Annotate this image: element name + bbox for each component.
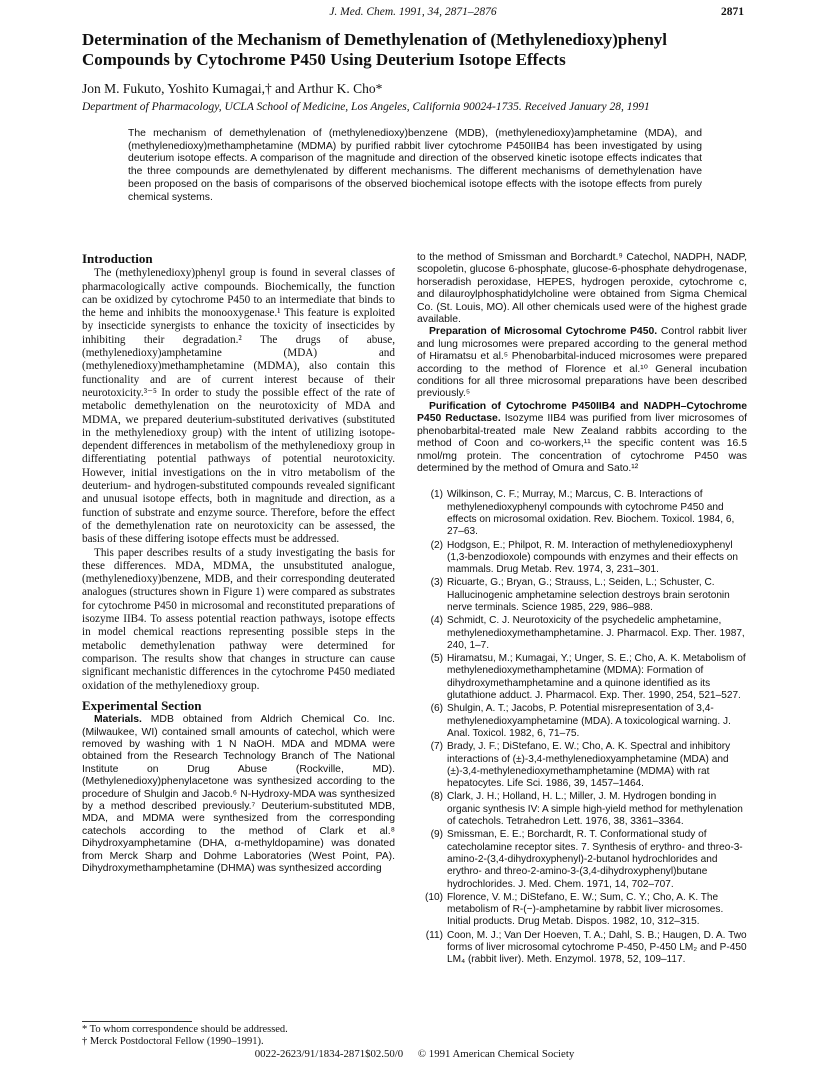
intro-paragraph-1: The (methylenedioxy)phenyl group is found in several classes of pharmacologically active compounds. Biochemically, the function can be oxidized by cytochrome P450 to an intermediate that binds to the heme and inhibits the monooxygenase.¹ This feature is exploited by insecticide synergists to enhance the toxicity of insecticides by inhibiting their degradation.² The drugs of abuse, (methylenedioxy)amphetamine (MDA) and (methylenedioxy)methamphetamine (MDMA), also contain this functionality and are of current interest because of their neurotoxicity.³⁻⁵ In order to study the possible effect of the rate of metabolic demethylenation on the neurotoxicity of MDA and MDMA, we prepared deuterium-substituted derivatives (substituted in the methylenedioxy group) with the intent of utilizing isotope-dependent differences in metabolism of the methylenedioxy group in differentiating potential pathways of potential neurotoxicity. However, initial investigations on the in vitro metabolism of the deuterium- and hydrogen-substituted compounds revealed significant and unusual isotope effects, both in magnitude and direction, as a function of substrate and enzyme source. Therefore, before the effect of the demethylenation rate on neurotoxicity can be assessed, the basis of these differing isotope effects must be addressed. — [82, 267, 395, 546]
microsome-prep-label: Preparation of Microsomal Cytochrome P450. — [429, 326, 658, 338]
reference-list — [417, 489, 747, 966]
microsome-prep-paragraph — [417, 326, 747, 400]
reference-number: (8) — [430, 791, 443, 803]
materials-label: Materials. — [94, 714, 142, 726]
reference-item — [417, 930, 747, 967]
reference-text: Wilkinson, C. F.; Murray, M.; Marcus, C. B. Interactions of methylenedioxyphenyl compounds with cytochrome P450 and effects on microsomal oxidation. Rev. Biochem. Toxicol. 1984, 6, 27–63. — [447, 489, 735, 538]
introduction-heading: Introduction — [82, 251, 153, 266]
affiliation: Department of Pharmacology, UCLA School of Medicine, Los Angeles, California 90024-1735. Received January 28, 1991 — [82, 101, 650, 113]
footnotes — [82, 1024, 395, 1049]
purification-paragraph — [417, 401, 747, 475]
page-number: 2871 — [721, 6, 744, 18]
copyright: © 1991 American Chemical Society — [417, 1048, 575, 1060]
running-head — [82, 6, 744, 22]
reference-number: (3) — [430, 577, 443, 589]
author-list: Jon M. Fukuto, Yoshito Kumagai,† and Arthur K. Cho* — [82, 81, 383, 96]
reference-item — [417, 540, 747, 577]
reference-text: Smissman, E. E.; Borchardt, R. T. Conformational study of catecholamine receptor sites. 7. Synthesis of erythro- and threo-3-amino-2-(3,4-dihydroxyphenyl)-2-butanol hydrochlorides and erythro- and threo-2-amino-3-(3,4-dihydroxyphenyl)butane hydrochlorides. J. Med. Chem. 1971, 14, 702–707. — [447, 829, 743, 890]
materials-continuation: to the method of Smissman and Borchardt.⁹ Catechol, NADPH, NADP, scopoletin, glucose 6-phosphate, glucose-6-phosphate dehydrogenase, horseradish peroxidase, HEPES, hydrogen peroxide, cytochrome c, and dilauroylphosphatidylcholine were obtained from Sigma Chemical Co. (St. Louis, MO). All other chemicals used were of the highest grade available. — [417, 252, 747, 326]
reference-text: Florence, V. M.; DiStefano, E. W.; Sum, C. Y.; Cho, A. K. The metabolism of R-(−)-amphetamine by rabbit liver microsomes. Initial products. Drug Metab. Dispos. 1982, 10, 312–315. — [447, 891, 724, 928]
reference-number: (4) — [430, 615, 443, 627]
reference-item — [417, 653, 747, 702]
purification-text: Isozyme IIB4 was purified from liver microsomes of phenobarbital-treated male New Zealand rabbits according to the method of Coon and co-workers,¹¹ the specific content was 16.5 nmol/mg protein. The concentration of cytochrome P450 was determined by the method of Omura and Sato.¹² — [417, 413, 747, 474]
reference-item — [417, 791, 747, 828]
article-code: 0022-2623/91/1834-2871$02.50/0 — [254, 1048, 404, 1060]
intro-paragraph-2: This paper describes results of a study investigating the basis for these differences. MDA, MDMA, the unsubstituted analogue, (methylenedioxy)benzene, MDB, and their corresponding deuterated analogues (structures shown in Figure 1) were compared as substrates for cytochrome P450 in microsomal and reconstituted preparations of isozyme IIB4. To assess potential reaction pathways, isotope effects in model chemical reactions representing possible steps in the metabolic demethylenation pathway were determined for comparison. The results show that changes in structure can cause significant mechanistic differences in the cytochrome P450 mediated oxidation of the methylenedioxy group. — [82, 546, 395, 692]
footnote-rule — [82, 1021, 192, 1022]
footnote-fellow: † Merck Postdoctoral Fellow (1990–1991). — [82, 1036, 264, 1048]
reference-number: (5) — [430, 653, 443, 665]
reference-item — [417, 892, 747, 929]
reference-number: (7) — [430, 741, 443, 753]
reference-number: (6) — [430, 703, 443, 715]
reference-item — [417, 741, 747, 790]
reference-text: Brady, J. F.; DiStefano, E. W.; Cho, A. K. Spectral and inhibitory interactions of (±)-3,4-methylenedioxyamphetamine (MDA) and (±)-3,4-methylenedioxymethamphetamine (MDMA) with rat hepatocytes. Life Sci. 1986, 39, 1457–1464. — [447, 741, 731, 790]
reference-text: Ricuarte, G.; Bryan, G.; Strauss, L.; Seiden, L.; Schuster, C. Hallucinogenic amphetamine selection destroys brain serotonin nerve terminals. Science 1985, 229, 986–988. — [447, 577, 730, 613]
reference-item — [417, 489, 747, 538]
reference-text: Coon, M. J.; Van Der Hoeven, T. A.; Dahl, S. B.; Haugen, D. A. Two forms of liver microsomal cytochrome P-450, P-450 LM₂ and P-450 LM₄ (rabbit liver). Meth. Enzymol. 1978, 52, 109–117. — [447, 929, 747, 966]
microsome-prep-text: Control rabbit liver and lung microsomes were prepared according to the general method of Hiramatsu et al.⁵ Phenobarbital-induced microsomes were prepared according to the method of Florence et al.¹⁰ General incubation conditions for all three microsomal preparations have been described previously.⁵ — [417, 326, 748, 400]
reference-number: (10) — [425, 891, 443, 903]
reference-text: Shulgin, A. T.; Jacobs, P. Potential misrepresentation of 3,4-methylenedioxyamphetamine (MDA). A toxicological warning. J. Anal. Toxicol. 1982, 6, 71–75. — [447, 703, 731, 739]
journal-citation: J. Med. Chem. 1991, 34, 2871–2876 — [329, 6, 497, 18]
reference-number: (9) — [430, 829, 443, 841]
reference-number: (2) — [430, 539, 443, 551]
reference-item — [417, 577, 747, 614]
article-title: Determination of the Mechanism of Demethylenation of (Methylenedioxy)phenyl Compounds by Cytochrome P450 Using Deuterium Isotope Effects — [82, 30, 668, 69]
left-column — [82, 252, 395, 875]
reference-item — [417, 703, 747, 740]
reference-text: Clark, J. H.; Holland, H. L.; Miller, J. M. Hydrogen bonding in organic synthesis IV: A simple high-yield method for methylenation of catechols. Tetrahedron Lett. 1976, 38, 3361–3364. — [447, 791, 743, 828]
materials-paragraph — [82, 714, 395, 875]
materials-text: MDB obtained from Aldrich Chemical Co. Inc. (Milwaukee, WI) contained small amounts of catechol, which were removed by washing with 1 N NaOH. MDA and MDMA were obtained from the Research Technology Branch of The National Institute on Drug Abuse (Rockville, MD). (Methylenedioxy)phenylacetone was synthesized according to the procedure of Shulgin and Jacob.⁶ N-Hydroxy-MDA was synthesized by a method described previously.⁷ Deuterium-substituted MDB, MDA, and MDMA were synthesized from the corresponding catechols according to the method of Clark et al.⁸ Dihydroxyamphetamine (DHA, α-methyldopamine) was donated from Merck Sharp and Dohme Laboratories (West Point, PA). Dihydroxymethamphetamine (DHMA) was synthesized according — [82, 714, 395, 874]
bottom-line — [82, 1048, 747, 1060]
footnote-correspondence: * To whom correspondence should be addressed. — [82, 1024, 288, 1035]
reference-text: Hiramatsu, M.; Kumagai, Y.; Unger, S. E.; Cho, A. K. Metabolism of methylenedioxymethamphetamine (MDMA): Formation of dihydroxymethamphetamine and a quinone identified as its glutathione adduct. J. Pharmacol. Exp. Ther. 1990, 254, 521–527. — [447, 653, 746, 702]
purification-label: Purification of Cytochrome P450IIB4 and NADPH–Cytochrome P450 Reductase. — [417, 400, 747, 425]
reference-number: (1) — [430, 489, 443, 501]
reference-text: Schmidt, C. J. Neurotoxicity of the psychedelic amphetamine, methylenedioxymethamphetamine. J. Pharmacol. Exp. Ther. 1987, 240, 1–7. — [447, 615, 745, 651]
reference-text: Hodgson, E.; Philpot, R. M. Interaction of methylenedioxyphenyl (1,3-benzodioxole) compounds with enzymes and their effects on mammals. Drug Metab. Rev. 1974, 3, 231–301. — [447, 539, 739, 576]
reference-number: (11) — [425, 929, 443, 941]
right-column — [417, 252, 747, 968]
reference-item — [417, 829, 747, 890]
abstract: The mechanism of demethylenation of (methylenedioxy)benzene (MDB), (methylenedioxy)amphetamine (MDA), and (methylenedioxy)methamphetamine (MDMA) by purified rabbit liver cytochrome P450IIB4 has been investigated by using deuterium isotope effects. A comparison of the magnitude and direction of the observed kinetic isotope effects indicates that the three compounds are demethylenated by different mechanisms. The different mechanisms of demethylenation have been proposed on the basis of comparisons of the observed biochemical isotope effects with the isotope effects from purely chemical systems. — [128, 128, 702, 203]
reference-item — [417, 615, 747, 652]
experimental-heading: Experimental Section — [82, 697, 202, 713]
